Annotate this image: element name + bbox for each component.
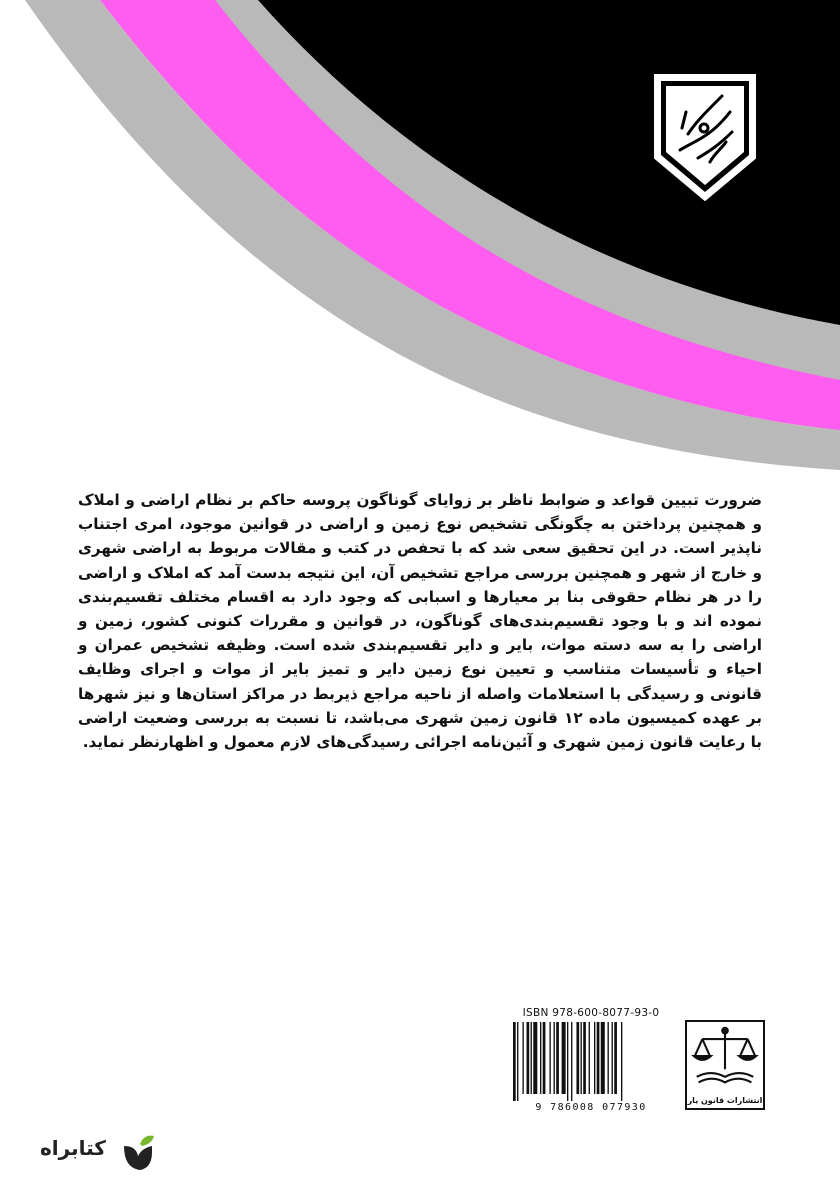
publisher-shield-logo bbox=[652, 72, 758, 204]
barcode-bar bbox=[543, 1022, 546, 1094]
imprint-name: انتشارات قانون یار bbox=[687, 1096, 763, 1105]
barcode-bar bbox=[581, 1022, 582, 1094]
barcode-bar bbox=[567, 1022, 568, 1101]
barcode-bar bbox=[594, 1022, 595, 1094]
barcode-bar bbox=[549, 1022, 550, 1094]
barcode-bar bbox=[522, 1022, 523, 1094]
barcode-icon bbox=[511, 1022, 671, 1101]
barcode-bar bbox=[571, 1022, 572, 1101]
barcode-bar bbox=[531, 1022, 532, 1094]
barcode-bar bbox=[612, 1022, 613, 1094]
barcode-bar bbox=[556, 1022, 559, 1094]
barcode-bar bbox=[608, 1022, 609, 1094]
cover-decoration bbox=[0, 0, 840, 470]
barcode-bar bbox=[614, 1022, 617, 1094]
ketabrah-watermark[interactable] bbox=[40, 1132, 140, 1174]
watermark-text: کتابراه bbox=[40, 1136, 106, 1160]
barcode-bar bbox=[527, 1022, 530, 1094]
barcode-bar bbox=[576, 1022, 579, 1094]
scales-of-justice-book-icon bbox=[687, 1024, 763, 1090]
barcode-bar bbox=[533, 1022, 537, 1094]
barcode-bar bbox=[517, 1022, 518, 1101]
isbn-barcode-block bbox=[507, 1007, 675, 1117]
barcode-bar bbox=[597, 1022, 600, 1094]
barcode-bar bbox=[601, 1022, 605, 1094]
barcode-bar bbox=[554, 1022, 555, 1094]
barcode-bar bbox=[583, 1022, 586, 1094]
barcode-bar bbox=[621, 1022, 622, 1101]
barcode-bar bbox=[589, 1022, 590, 1094]
barcode-bar bbox=[562, 1022, 566, 1094]
ketabrah-leaf-icon bbox=[118, 1132, 158, 1174]
book-description: ضرورت تبیین قواعد و ضوابط ناظر بر زوایای گوناگون پروسه حاکم بر نظام اراضی و املاک و همچنین پرداختن به چگونگی تشخیص نوع زمین و اراضی در قوانین موجود، امری اجتناب ناپذیر است. در این تحقیق سعی شد که با تحفص در کتب و مقالات مربوط به اراضی شهری و خارج از شهر و همچنین بررسی مراجع تشخیص آن، این نتیجه بدست آمد که املاک و اراضی را در هر نظام حقوقی بنا بر معیارها و اسبابی که وجود دارد به اقسام مختلف تقسیم‌بندی نموده اند و با وجود تقسیم‌بندی‌های گوناگون، در قوانین و مقررات کنونی کشور، زمین و اراضی را به سه دسته موات، بایر و دایر تقسیم‌بندی شده است. وظیفه تشخیص عمران و احیاء و تأسیسات متناسب و تعیین نوع زمین دایر و تمیز بایر از موات و اجرای وظایف قانونی و رسیدگی با استعلامات واصله از ناحیه مراجع ذیربط در مراکز استان‌ها و نیز شهرها بر عهده کمیسیون ماده ۱۲ قانون زمین شهری می‌باشد، تا نسبت به بررسی وضعیت اراضی با رعایت قانون زمین شهری و آئین‌نامه اجرائی رسیدگی‌های لازم معمول و اظهارنظر نماید. bbox=[78, 491, 762, 752]
barcode-bar bbox=[513, 1022, 516, 1101]
barcode-digits: 9 786008 077930 bbox=[535, 1102, 647, 1113]
imprint-logo bbox=[685, 1020, 765, 1110]
barcode-bar bbox=[540, 1022, 541, 1094]
isbn-label: ISBN 978-600-8077-93-0 bbox=[522, 1007, 660, 1019]
